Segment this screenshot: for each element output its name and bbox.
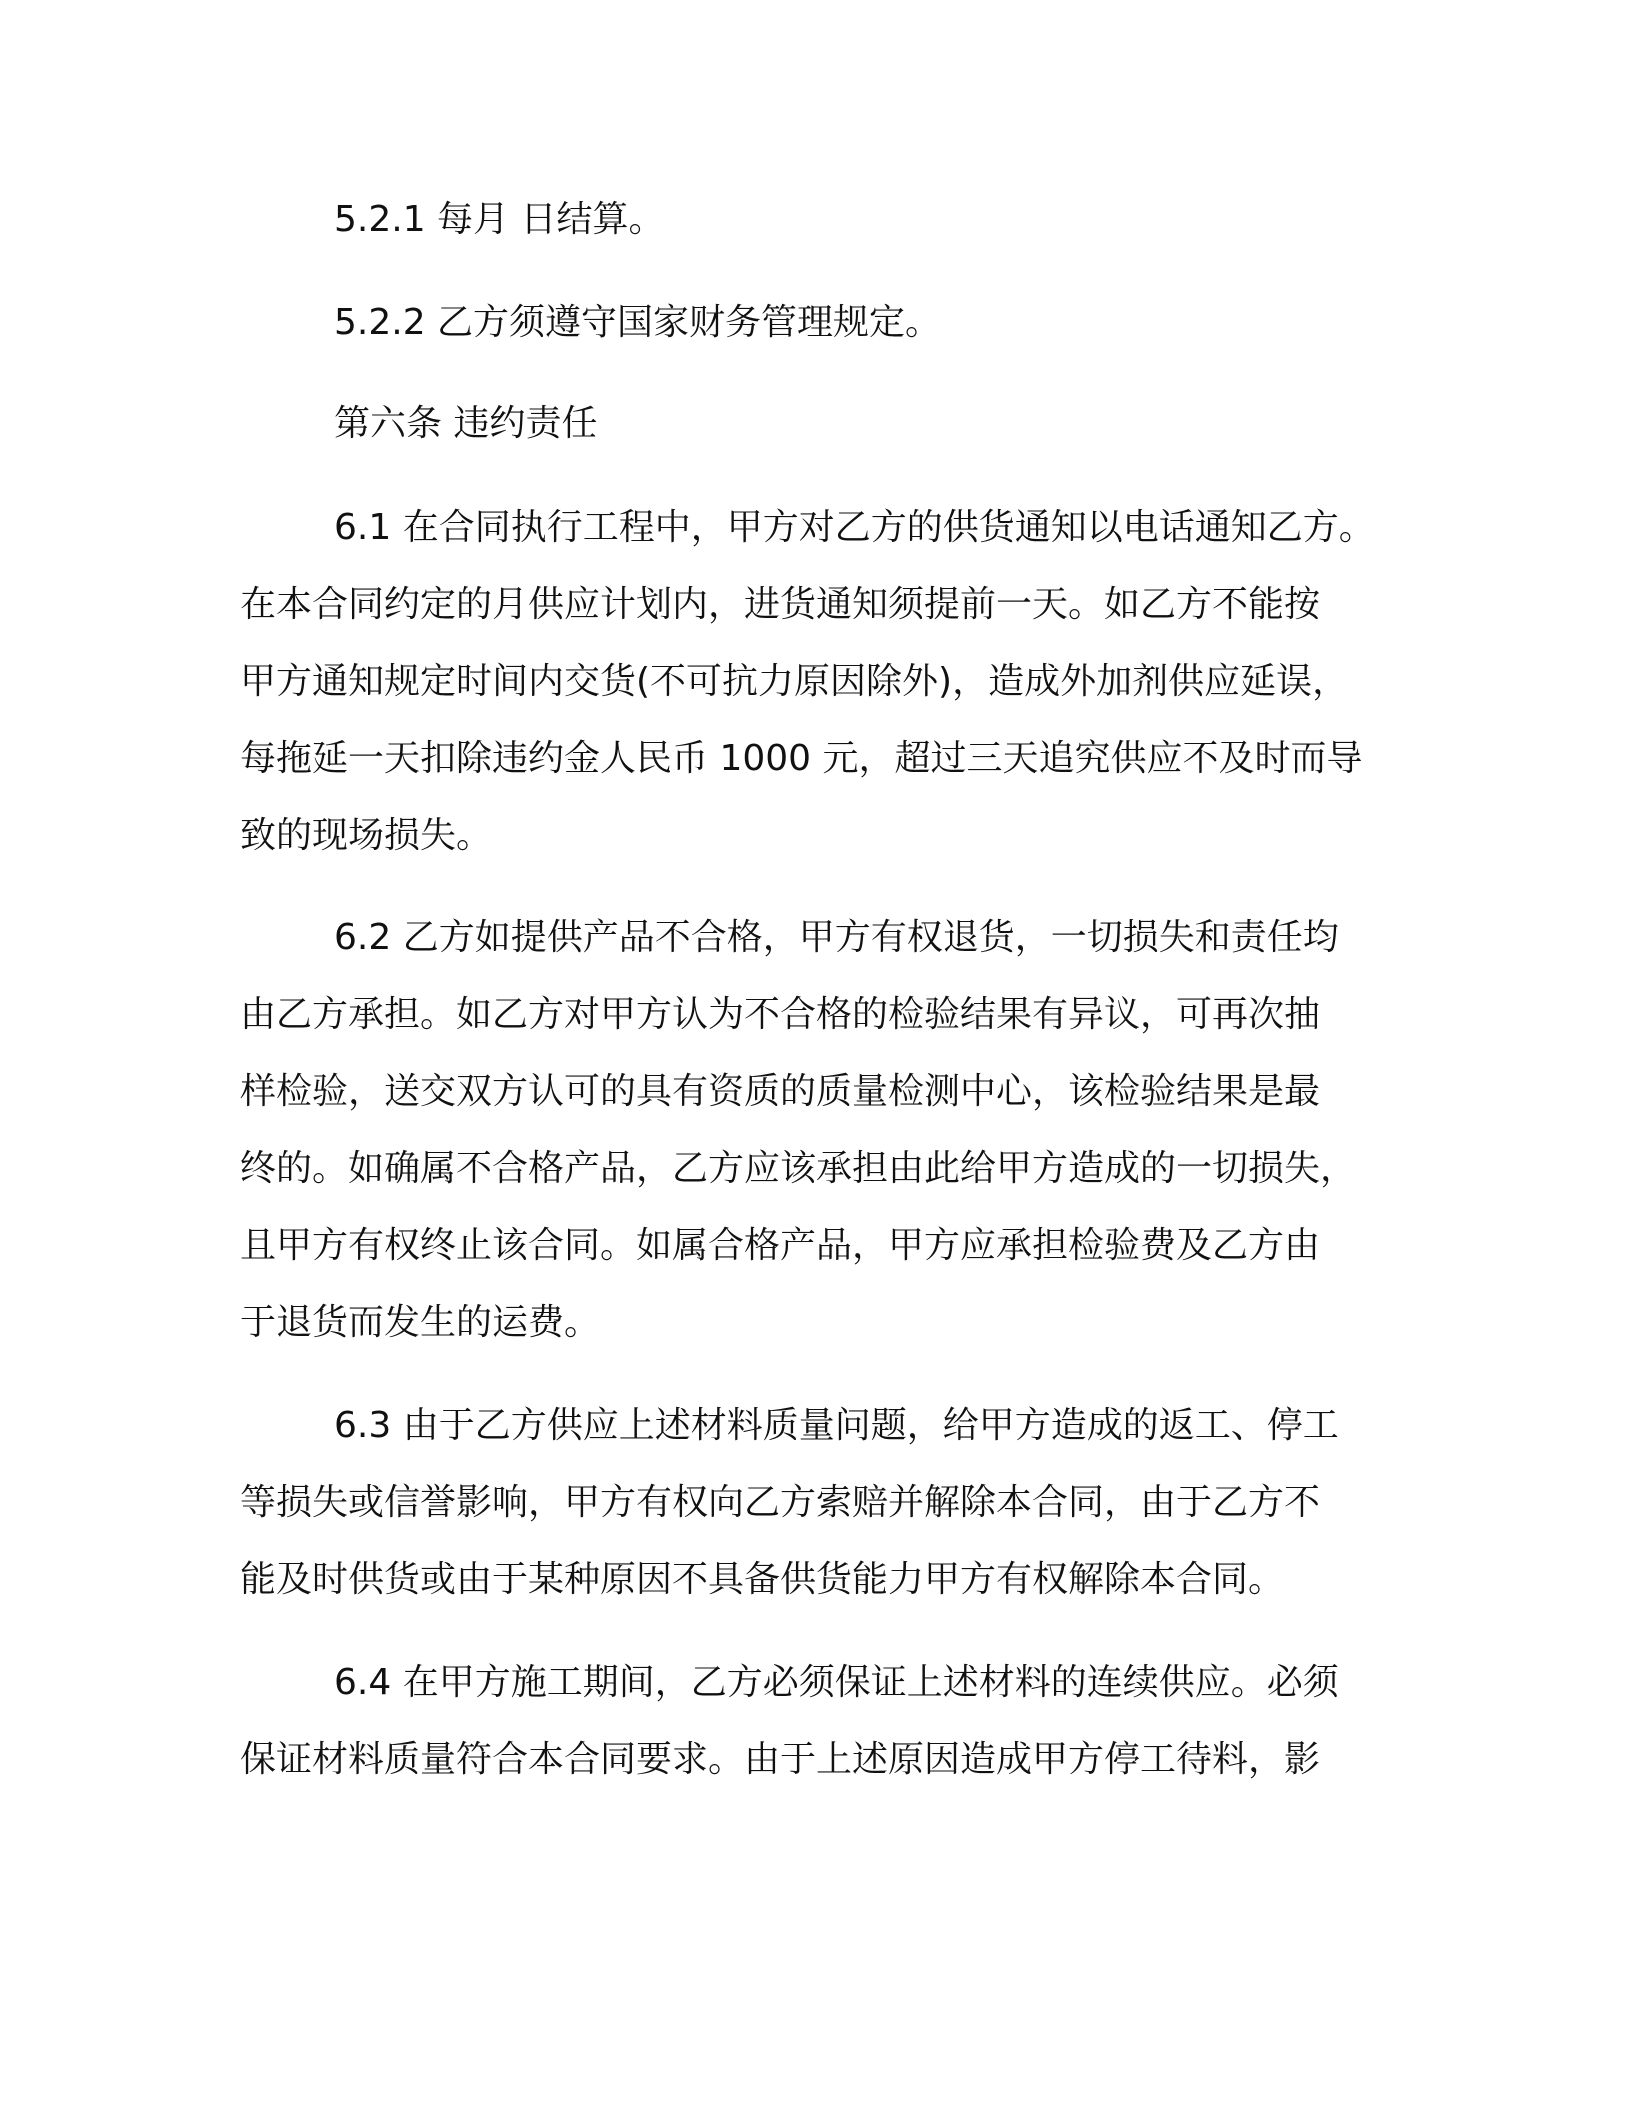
- clause-6-1-line: 在本合同约定的月供应计划内，进货通知须提前一天。如乙方不能按: [240, 584, 1321, 625]
- clause-6-2-line: 样检验，送交双方认可的具有资质的质量检测中心，该检验结果是最: [240, 1071, 1321, 1112]
- clause-6-2-line: 终的。如确属不合格产品，乙方应该承担由此给甲方造成的一切损失，: [240, 1148, 1357, 1189]
- clause-6-2-line: 且甲方有权终止该合同。如属合格产品，甲方应承担检验费及乙方由: [240, 1225, 1321, 1266]
- clause-6-1-line: 每拖延一天扣除违约金人民币 1000 元，超过三天追究供应不及时而导: [240, 738, 1363, 779]
- article-6-heading: 第六条 违约责任: [334, 403, 598, 444]
- clause-6-3-line: 能及时供货或由于某种原因不具备供货能力甲方有权解除本合同。: [240, 1559, 1285, 1600]
- clause-6-4-line: 保证材料质量符合本合同要求。由于上述原因造成甲方停工待料，影: [240, 1739, 1321, 1780]
- clause-6-2-line: 于退货而发生的运费。: [240, 1302, 601, 1343]
- clause-6-2-line: 6.2 乙方如提供产品不合格，甲方有权退货，一切损失和责任均: [334, 917, 1339, 958]
- clause-5-2-2: 5.2.2 乙方须遵守国家财务管理规定。: [334, 302, 942, 343]
- clause-6-3-line: 6.3 由于乙方供应上述材料质量问题，给甲方造成的返工、停工: [334, 1405, 1339, 1446]
- clause-6-1-line: 6.1 在合同执行工程中，甲方对乙方的供货通知以电话通知乙方。: [334, 507, 1375, 548]
- clause-6-1-line: 致的现场损失。: [240, 815, 493, 856]
- clause-5-2-1: 5.2.1 每月 日结算。: [334, 199, 665, 240]
- clause-6-1-line: 甲方通知规定时间内交货(不可抗力原因除外)，造成外加剂供应延误，: [240, 661, 1349, 702]
- clause-6-2-line: 由乙方承担。如乙方对甲方认为不合格的检验结果有异议，可再次抽: [240, 994, 1321, 1035]
- clause-6-4-line: 6.4 在甲方施工期间，乙方必须保证上述材料的连续供应。必须: [334, 1662, 1339, 1703]
- clause-6-3-line: 等损失或信誉影响，甲方有权向乙方索赔并解除本合同，由于乙方不: [240, 1482, 1321, 1523]
